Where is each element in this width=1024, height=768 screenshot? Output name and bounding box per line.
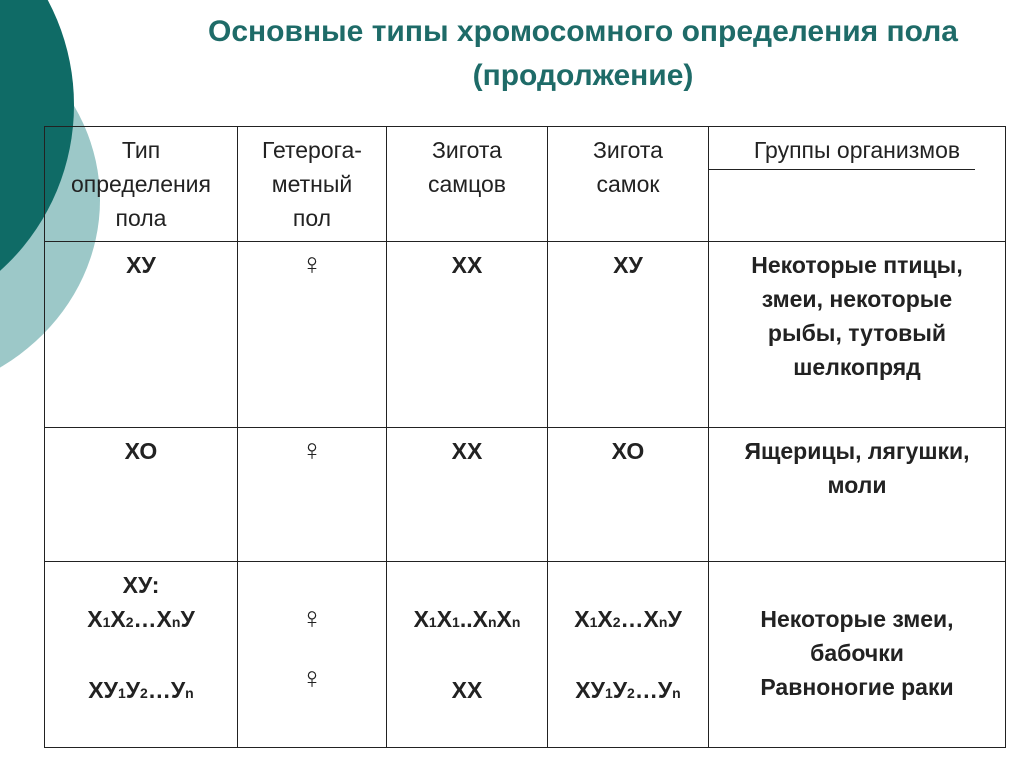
title-line-2: (продолжение) (472, 59, 694, 92)
female-symbol-icon: ♀ (238, 428, 387, 562)
header-female-zygote: Зигота самок (548, 127, 709, 242)
cell-male-zygote: ХХ (387, 428, 548, 562)
cell-female-zygote: ХО (548, 428, 709, 562)
table-row (45, 242, 1006, 428)
cell-male-zygote: ХХ (387, 242, 548, 428)
cell-type: ХУ: Х1Х2…ХnУ ХУ1У2…Уn (45, 562, 238, 748)
title-line-1: Основные типы хромосомного определения пола (208, 15, 958, 48)
formula-male-multi: Х1Х2…ХnУ (87, 606, 195, 632)
female-symbol-icon: ♀ (238, 242, 387, 428)
table-row (45, 428, 1006, 562)
cell-female-zygote (548, 562, 709, 748)
header-type: Тип определения пола (45, 127, 238, 242)
cell-heterogametic (238, 562, 387, 748)
header-underline (709, 169, 975, 170)
cell-groups: Ящерицы, лягушки, моли (709, 428, 1006, 562)
cell-male-zygote: Х1Х1..ХnХn ХХ (387, 562, 548, 748)
sex-determination-table (44, 126, 1006, 748)
cell-groups: Некоторые птицы, змеи, некоторые рыбы, тутовый шелкопряд (709, 242, 1006, 428)
slide-title (150, 10, 1016, 98)
table-header-row (45, 127, 1006, 242)
header-male-zygote: Зигота самцов (387, 127, 548, 242)
formula-multi-y: ХУ1У2…Уn (88, 677, 194, 703)
header-heterogametic: Гетерога- метный пол (238, 127, 387, 242)
cell-female-zygote: ХУ (548, 242, 709, 428)
formula-female-zygote-2: ХУ1У2…Уn (575, 677, 681, 703)
cell-type: ХУ (45, 242, 238, 428)
formula-male-zygote: Х1Х1..ХnХn (413, 606, 521, 632)
table-row (45, 562, 1006, 748)
formula-female-zygote: Х1Х2…ХnУ (574, 606, 682, 632)
cell-groups: Некоторые змеи, бабочки Равноногие раки (709, 562, 1006, 748)
female-symbol-icon: ♀ (300, 662, 324, 695)
female-symbol-icon: ♀ (300, 602, 324, 635)
cell-type: ХО (45, 428, 238, 562)
header-groups: Группы организмов (709, 127, 1006, 242)
